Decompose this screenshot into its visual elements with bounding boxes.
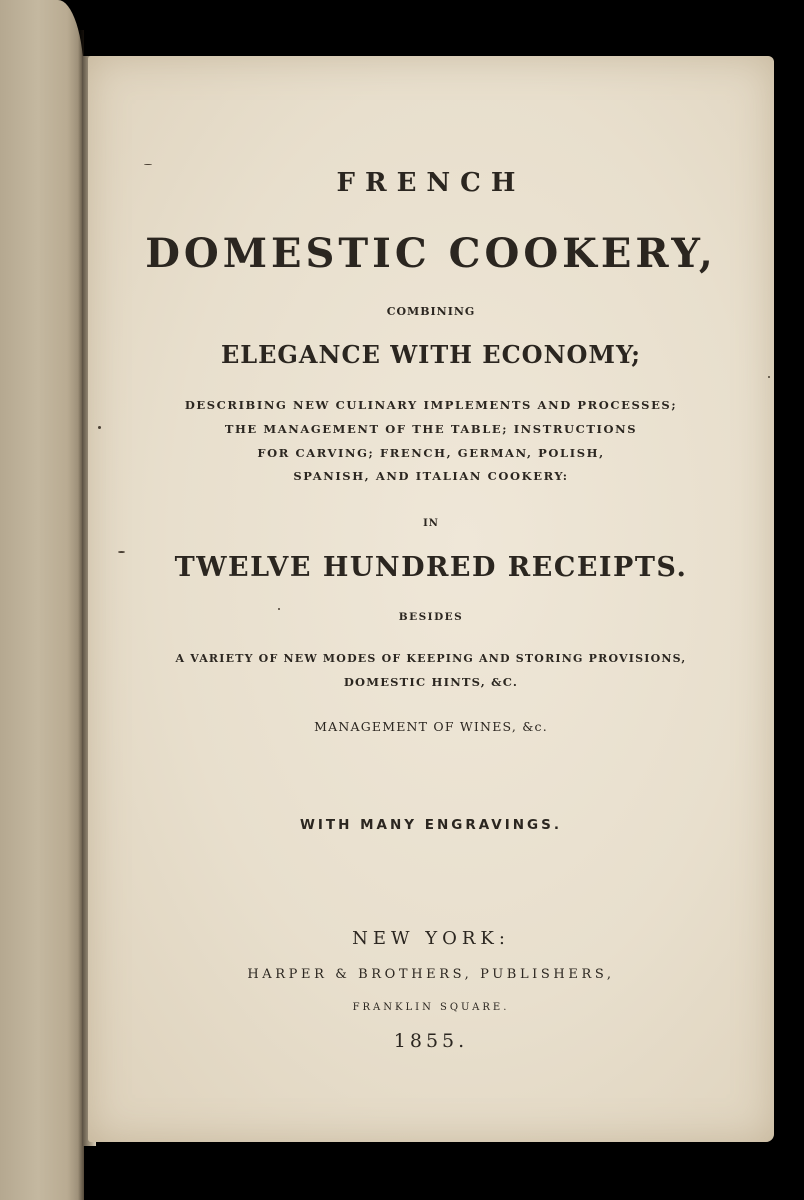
subtitle-elegance: ELEGANCE WITH ECONOMY; — [220, 340, 642, 369]
receipts-heading: TWELVE HUNDRED RECEIPTS. — [174, 552, 688, 583]
paper-speck — [118, 551, 125, 553]
engravings-line: WITH MANY ENGRAVINGS. — [299, 817, 562, 833]
wines-line: MANAGEMENT OF WINES, &c. — [314, 719, 548, 734]
connector-besides: BESIDES — [398, 611, 464, 623]
title-combining: COMBINING — [386, 305, 476, 318]
title-main: DOMESTIC COOKERY, — [145, 230, 717, 277]
hints-line: DOMESTIC HINTS, &C. — [343, 675, 519, 689]
title-line-french: FRENCH — [336, 168, 526, 198]
description-line: SPANISH, AND ITALIAN COOKERY: — [293, 469, 569, 483]
imprint-address: FRANKLIN SQUARE. — [352, 1002, 510, 1013]
connector-in: IN — [423, 518, 439, 529]
paper-speck — [278, 608, 280, 610]
paper-speck — [768, 376, 770, 378]
paper-speck — [98, 426, 101, 429]
imprint-year: 1855. — [393, 1030, 469, 1052]
variety-line: A VARIETY OF NEW MODES OF KEEPING AND STORING PROVISIONS, — [175, 652, 687, 665]
left-page-edge — [0, 0, 84, 1200]
description-line: THE MANAGEMENT OF THE TABLE; INSTRUCTIONS — [224, 422, 638, 436]
description-line: DESCRIBING NEW CULINARY IMPLEMENTS AND PROCESSES; — [184, 398, 678, 412]
imprint-publisher: HARPER & BROTHERS, PUBLISHERS, — [247, 967, 615, 982]
title-page — [88, 56, 774, 1142]
imprint-city: NEW YORK: — [352, 928, 510, 949]
paper-speck — [144, 164, 152, 165]
description-line: FOR CARVING; FRENCH, GERMAN, POLISH, — [257, 446, 605, 460]
